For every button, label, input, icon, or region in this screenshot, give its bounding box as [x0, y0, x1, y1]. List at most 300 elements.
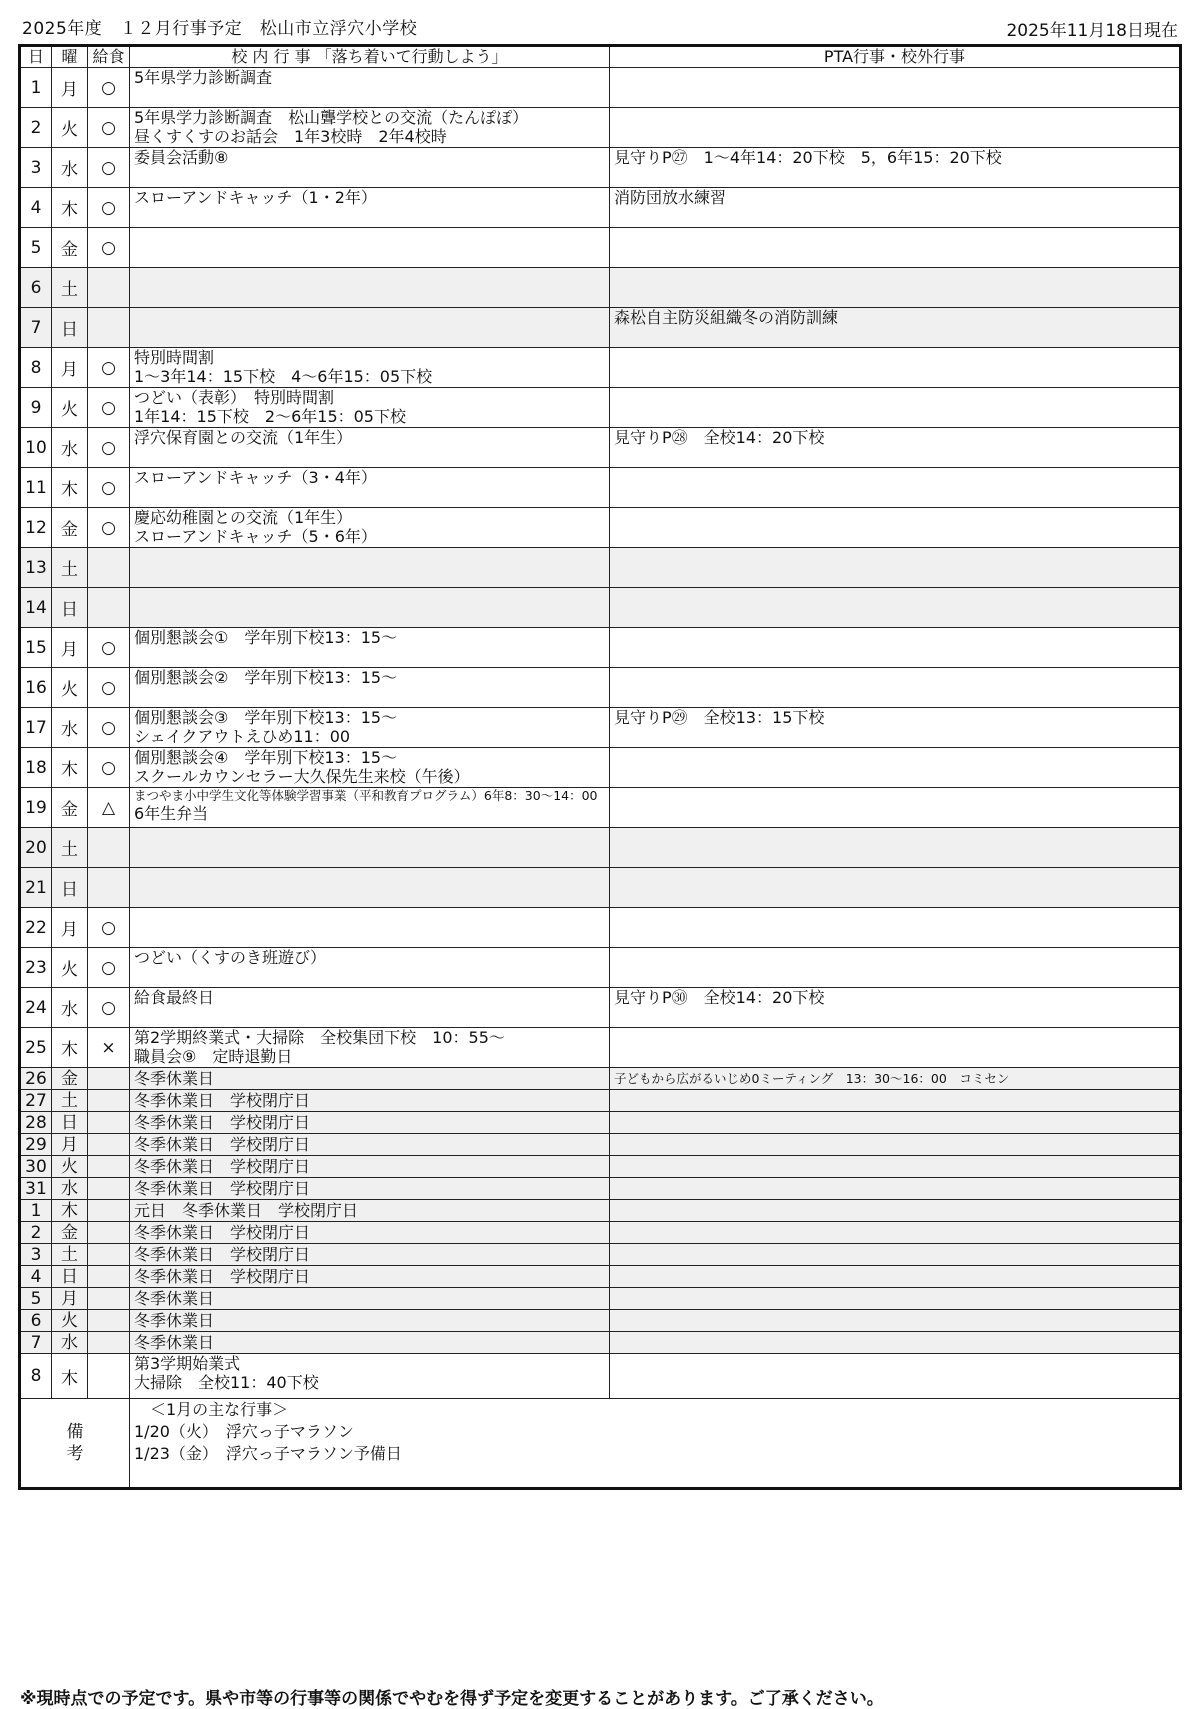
weekday-cell: 土: [52, 1090, 88, 1112]
table-row: [20, 148, 1181, 188]
pta-event-cell: [610, 828, 1181, 868]
weekday-cell: 火: [52, 948, 88, 988]
school-event-line: 慶応幼稚園との交流（1年生）: [134, 508, 353, 527]
lunch-cell: ○: [88, 628, 130, 668]
pta-event-cell: [610, 548, 1181, 588]
day-cell: 2: [20, 1222, 52, 1244]
pta-event-cell: [610, 268, 1181, 308]
lunch-cell: [88, 868, 130, 908]
day-cell: 20: [20, 828, 52, 868]
lunch-cell: ○: [88, 108, 130, 148]
lunch-cell: [88, 1266, 130, 1288]
school-event-line: スクールカウンセラー大久保先生来校（午後）: [134, 767, 470, 786]
lunch-cell: [88, 1332, 130, 1354]
notes-row: [20, 1399, 1181, 1489]
weekday-cell: 水: [52, 428, 88, 468]
weekday-cell: 土: [52, 1244, 88, 1266]
day-cell: 2: [20, 108, 52, 148]
school-event-line: 冬季休業日 学校閉庁日: [134, 1266, 311, 1286]
day-cell: 25: [20, 1028, 52, 1068]
weekday-cell: 土: [52, 548, 88, 588]
footer-disclaimer: ※現時点での予定です。県や市等の行事等の関係でやむを得ず予定を変更することがあります。ご了承ください。: [20, 1689, 884, 1709]
weekday-cell: 金: [52, 1222, 88, 1244]
lunch-cell: ○: [88, 508, 130, 548]
day-cell: 30: [20, 1156, 52, 1178]
day-cell: 23: [20, 948, 52, 988]
lunch-cell: ○: [88, 668, 130, 708]
school-event-line: 個別懇談会③ 学年別下校13：15～: [134, 708, 398, 727]
pta-event-cell: [610, 988, 1181, 1028]
table-row: [20, 868, 1181, 908]
school-event-cell: [130, 668, 610, 708]
pta-event-line: 見守りP㉙ 全校13：15下校: [614, 708, 825, 727]
as-of-date: 2025年11月18日現在: [1006, 21, 1178, 41]
school-event-line: 冬季休業日 学校閉庁日: [134, 1090, 311, 1110]
school-event-cell: [130, 508, 610, 548]
school-event-line: スローアンドキャッチ（3・4年）: [134, 468, 377, 487]
school-event-cell: [130, 348, 610, 388]
day-cell: 28: [20, 1112, 52, 1134]
school-event-cell: [130, 908, 610, 948]
school-event-cell: [130, 1332, 610, 1354]
day-cell: 10: [20, 428, 52, 468]
table-row: [20, 188, 1181, 228]
lunch-cell: [88, 548, 130, 588]
day-cell: 7: [20, 308, 52, 348]
school-event-line: 冬季休業日 学校閉庁日: [134, 1112, 311, 1132]
weekday-cell: 水: [52, 988, 88, 1028]
day-cell: 14: [20, 588, 52, 628]
table-row: [20, 1332, 1181, 1354]
school-event-cell: [130, 1200, 610, 1222]
day-cell: 1: [20, 68, 52, 108]
table-row: [20, 1200, 1181, 1222]
weekday-cell: 月: [52, 68, 88, 108]
school-event-line: 冬季休業日 学校閉庁日: [134, 1222, 311, 1242]
table-row: [20, 1266, 1181, 1288]
school-event-cell: [130, 1090, 610, 1112]
table-row: [20, 788, 1181, 828]
day-cell: 7: [20, 1332, 52, 1354]
school-event-cell: [130, 948, 610, 988]
pta-event-cell: [610, 788, 1181, 828]
school-event-line: 冬季休業日 学校閉庁日: [134, 1244, 311, 1264]
lunch-cell: [88, 1288, 130, 1310]
table-row: [20, 1288, 1181, 1310]
day-cell: 5: [20, 228, 52, 268]
lunch-cell: [88, 1200, 130, 1222]
weekday-cell: 水: [52, 148, 88, 188]
lunch-cell: [88, 828, 130, 868]
notes-label-1: 備: [66, 1422, 84, 1442]
table-row: [20, 708, 1181, 748]
lunch-cell: ○: [88, 148, 130, 188]
pta-event-cell: [610, 1288, 1181, 1310]
lunch-cell: ○: [88, 948, 130, 988]
day-cell: 29: [20, 1134, 52, 1156]
weekday-cell: 木: [52, 468, 88, 508]
day-cell: 5: [20, 1288, 52, 1310]
pta-event-cell: [610, 1028, 1181, 1068]
pta-event-cell: [610, 388, 1181, 428]
document-title: 2025年度 １２月行事予定 松山市立浮穴小学校: [22, 19, 418, 39]
day-cell: 15: [20, 628, 52, 668]
notes-line: ＜1月の主な行事＞: [134, 1400, 289, 1419]
pta-event-cell: [610, 1068, 1181, 1090]
pta-event-cell: [610, 1178, 1181, 1200]
pta-event-cell: [610, 1310, 1181, 1332]
school-event-cell: [130, 1222, 610, 1244]
pta-event-cell: [610, 948, 1181, 988]
pta-event-cell: [610, 148, 1181, 188]
table-row: [20, 828, 1181, 868]
day-cell: 19: [20, 788, 52, 828]
weekday-cell: 土: [52, 828, 88, 868]
notes-body: [130, 1399, 1181, 1489]
pta-event-cell: [610, 428, 1181, 468]
school-event-line: シェイクアウトえひめ11：00: [134, 727, 351, 746]
pta-event-cell: [610, 68, 1181, 108]
lunch-cell: [88, 1156, 130, 1178]
schedule-table: [18, 44, 1182, 1490]
lunch-cell: [88, 588, 130, 628]
pta-event-cell: [610, 108, 1181, 148]
school-event-line: スローアンドキャッチ（5・6年）: [134, 527, 377, 546]
weekday-cell: 月: [52, 348, 88, 388]
weekday-cell: 火: [52, 1310, 88, 1332]
weekday-cell: 木: [52, 1354, 88, 1399]
table-row: [20, 1244, 1181, 1266]
weekday-cell: 日: [52, 1112, 88, 1134]
lunch-cell: ○: [88, 428, 130, 468]
table-row: [20, 548, 1181, 588]
school-event-cell: [130, 1310, 610, 1332]
pta-event-cell: [610, 1112, 1181, 1134]
school-event-cell: [130, 1354, 610, 1399]
school-event-line: 1年14：15下校 2～6年15：05下校: [134, 407, 406, 426]
table-row: [20, 1222, 1181, 1244]
day-cell: 11: [20, 468, 52, 508]
school-event-cell: [130, 68, 610, 108]
pta-event-cell: [610, 748, 1181, 788]
lunch-cell: [88, 1112, 130, 1134]
day-cell: 1: [20, 1200, 52, 1222]
school-event-line: 個別懇談会④ 学年別下校13：15～: [134, 748, 398, 767]
weekday-cell: 火: [52, 1156, 88, 1178]
pta-event-cell: [610, 468, 1181, 508]
table-row: [20, 68, 1181, 108]
day-cell: 12: [20, 508, 52, 548]
school-event-cell: [130, 788, 610, 828]
lunch-cell: △: [88, 788, 130, 828]
lunch-cell: ○: [88, 388, 130, 428]
pta-event-cell: [610, 228, 1181, 268]
school-event-cell: [130, 468, 610, 508]
school-event-cell: [130, 308, 610, 348]
day-cell: 3: [20, 1244, 52, 1266]
school-event-cell: [130, 268, 610, 308]
school-event-line: 冬季休業日 学校閉庁日: [134, 1134, 311, 1154]
day-cell: 31: [20, 1178, 52, 1200]
table-row: [20, 1156, 1181, 1178]
pta-event-cell: [610, 1200, 1181, 1222]
school-event-cell: [130, 1134, 610, 1156]
table-row: [20, 108, 1181, 148]
notes-label-2: 考: [66, 1444, 84, 1464]
lunch-cell: ○: [88, 708, 130, 748]
lunch-cell: ○: [88, 188, 130, 228]
weekday-cell: 金: [52, 228, 88, 268]
day-cell: 18: [20, 748, 52, 788]
day-cell: 6: [20, 1310, 52, 1332]
pta-event-cell: [610, 1244, 1181, 1266]
day-cell: 16: [20, 668, 52, 708]
pta-event-cell: [610, 1354, 1181, 1399]
table-row: [20, 748, 1181, 788]
school-event-line: つどい（くすのき班遊び）: [134, 948, 327, 967]
school-event-cell: [130, 1178, 610, 1200]
lunch-cell: ○: [88, 908, 130, 948]
lunch-cell: ○: [88, 468, 130, 508]
pta-event-cell: [610, 1134, 1181, 1156]
pta-event-cell: [610, 308, 1181, 348]
school-event-cell: [130, 588, 610, 628]
lunch-cell: [88, 1090, 130, 1112]
school-event-cell: [130, 548, 610, 588]
table-row: [20, 388, 1181, 428]
table-row: [20, 348, 1181, 388]
weekday-cell: 月: [52, 908, 88, 948]
school-event-line: 第3学期始業式: [134, 1354, 241, 1373]
lunch-cell: ○: [88, 748, 130, 788]
col-lunch: 給食: [88, 46, 130, 68]
school-event-line: 第2学期終業式・大掃除 全校集団下校 10：55～: [134, 1028, 505, 1047]
notes-line: 1/20（火） 浮穴っ子マラソン: [134, 1422, 354, 1441]
lunch-cell: ○: [88, 68, 130, 108]
school-event-line: 職員会⑨ 定時退勤日: [134, 1047, 293, 1066]
school-event-cell: [130, 988, 610, 1028]
pta-event-cell: [610, 868, 1181, 908]
pta-event-line: 消防団放水練習: [614, 188, 727, 207]
weekday-cell: 木: [52, 1028, 88, 1068]
pta-event-line: 見守りP㉚ 全校14：20下校: [614, 988, 825, 1007]
table-row: [20, 1354, 1181, 1399]
weekday-cell: 金: [52, 1068, 88, 1090]
weekday-cell: 火: [52, 388, 88, 428]
school-event-line: つどい（表彰） 特別時間割: [134, 388, 335, 407]
school-event-line: 委員会活動⑧: [134, 148, 229, 167]
pta-event-cell: [610, 1090, 1181, 1112]
day-cell: 3: [20, 148, 52, 188]
school-event-cell: [130, 1028, 610, 1068]
table-row: [20, 1134, 1181, 1156]
school-event-cell: [130, 748, 610, 788]
school-event-line: 5年県学力診断調査 松山聾学校との交流（たんぽぽ）: [134, 108, 529, 127]
school-event-cell: [130, 1266, 610, 1288]
weekday-cell: 火: [52, 668, 88, 708]
weekday-cell: 月: [52, 1134, 88, 1156]
school-event-cell: [130, 828, 610, 868]
school-event-cell: [130, 228, 610, 268]
day-cell: 4: [20, 188, 52, 228]
table-row: [20, 1028, 1181, 1068]
school-event-line: まつやま小中学生文化等体験学習事業（平和教育プログラム）6年8：30～14：00: [134, 788, 598, 803]
weekday-cell: 水: [52, 1332, 88, 1354]
schedule-body: [20, 68, 1181, 1399]
table-row: [20, 1310, 1181, 1332]
pta-event-cell: [610, 348, 1181, 388]
table-row: [20, 1112, 1181, 1134]
pta-event-cell: [610, 628, 1181, 668]
weekday-cell: 月: [52, 1288, 88, 1310]
pta-event-cell: [610, 1332, 1181, 1354]
col-day: 日: [20, 46, 52, 68]
lunch-cell: [88, 1068, 130, 1090]
weekday-cell: 水: [52, 1178, 88, 1200]
school-event-line: 1～3年14：15下校 4～6年15：05下校: [134, 367, 433, 386]
pta-event-line: 見守りP㉘ 全校14：20下校: [614, 428, 825, 447]
lunch-cell: ○: [88, 348, 130, 388]
table-row: [20, 1068, 1181, 1090]
col-pta-events: PTA行事・校外行事: [610, 46, 1181, 68]
school-event-line: 昼くすくすのお話会 1年3校時 2年4校時: [134, 127, 447, 146]
pta-event-cell: [610, 1222, 1181, 1244]
pta-event-line: 森松自主防災組織冬の消防訓練: [614, 308, 839, 327]
lunch-cell: [88, 268, 130, 308]
day-cell: 6: [20, 268, 52, 308]
school-event-line: 冬季休業日: [134, 1068, 215, 1088]
day-cell: 27: [20, 1090, 52, 1112]
school-event-line: 大掃除 全校11：40下校: [134, 1373, 319, 1392]
school-event-line: 冬季休業日 学校閉庁日: [134, 1178, 311, 1198]
day-cell: 9: [20, 388, 52, 428]
pta-event-cell: [610, 188, 1181, 228]
school-event-cell: [130, 868, 610, 908]
school-event-line: 5年県学力診断調査: [134, 68, 273, 87]
table-row: [20, 668, 1181, 708]
table-row: [20, 468, 1181, 508]
lunch-cell: [88, 308, 130, 348]
school-event-cell: [130, 428, 610, 468]
weekday-cell: 土: [52, 268, 88, 308]
school-event-line: 6年生弁当: [134, 804, 209, 823]
table-row: [20, 428, 1181, 468]
lunch-cell: ○: [88, 988, 130, 1028]
lunch-cell: [88, 1134, 130, 1156]
lunch-cell: [88, 1222, 130, 1244]
notes-line: 1/23（金） 浮穴っ子マラソン予備日: [134, 1444, 402, 1463]
school-event-line: スローアンドキャッチ（1・2年）: [134, 188, 377, 207]
day-cell: 22: [20, 908, 52, 948]
day-cell: 26: [20, 1068, 52, 1090]
lunch-cell: [88, 1354, 130, 1399]
table-row: [20, 1178, 1181, 1200]
day-cell: 13: [20, 548, 52, 588]
school-event-line: 個別懇談会② 学年別下校13：15～: [134, 668, 398, 687]
school-event-line: 冬季休業日: [134, 1332, 215, 1352]
table-row: [20, 588, 1181, 628]
weekday-cell: 木: [52, 1200, 88, 1222]
header-row: [20, 46, 1181, 68]
weekday-cell: 日: [52, 588, 88, 628]
school-event-cell: [130, 1288, 610, 1310]
school-event-cell: [130, 628, 610, 668]
school-event-cell: [130, 108, 610, 148]
pta-event-cell: [610, 1156, 1181, 1178]
school-event-line: 冬季休業日 学校閉庁日: [134, 1156, 311, 1176]
school-event-line: 浮穴保育園との交流（1年生）: [134, 428, 353, 447]
table-row: [20, 228, 1181, 268]
notes-label: [20, 1399, 130, 1489]
weekday-cell: 木: [52, 748, 88, 788]
weekday-cell: 日: [52, 1266, 88, 1288]
weekday-cell: 水: [52, 708, 88, 748]
school-event-cell: [130, 708, 610, 748]
school-event-cell: [130, 1112, 610, 1134]
school-event-cell: [130, 388, 610, 428]
pta-event-line: 見守りP㉗ 1～4年14：20下校 5，6年15：20下校: [614, 148, 1002, 167]
lunch-cell: [88, 1178, 130, 1200]
table-row: [20, 948, 1181, 988]
weekday-cell: 金: [52, 788, 88, 828]
table-row: [20, 988, 1181, 1028]
school-event-line: 冬季休業日: [134, 1310, 215, 1330]
school-event-cell: [130, 148, 610, 188]
school-event-cell: [130, 188, 610, 228]
school-event-line: 冬季休業日: [134, 1288, 215, 1308]
table-row: [20, 908, 1181, 948]
weekday-cell: 日: [52, 868, 88, 908]
pta-event-cell: [610, 1266, 1181, 1288]
pta-event-cell: [610, 588, 1181, 628]
school-event-cell: [130, 1068, 610, 1090]
lunch-cell: ×: [88, 1028, 130, 1068]
day-cell: 8: [20, 348, 52, 388]
table-row: [20, 268, 1181, 308]
day-cell: 17: [20, 708, 52, 748]
lunch-cell: [88, 1244, 130, 1266]
school-event-cell: [130, 1244, 610, 1266]
day-cell: 4: [20, 1266, 52, 1288]
col-school-events: 校 内 行 事 「落ち着いて行動しよう」: [130, 46, 610, 68]
table-row: [20, 308, 1181, 348]
lunch-cell: [88, 1310, 130, 1332]
school-event-line: 給食最終日: [134, 988, 215, 1007]
school-event-cell: [130, 1156, 610, 1178]
weekday-cell: 木: [52, 188, 88, 228]
table-row: [20, 508, 1181, 548]
day-cell: 24: [20, 988, 52, 1028]
school-event-line: 個別懇談会① 学年別下校13：15～: [134, 628, 398, 647]
weekday-cell: 金: [52, 508, 88, 548]
day-cell: 8: [20, 1354, 52, 1399]
pta-event-line: 子どもから広がるいじめ0ミーティング 13：30～16：00 コミセン: [614, 1070, 1010, 1086]
school-event-line: 元日 冬季休業日 学校閉庁日: [134, 1200, 359, 1220]
table-row: [20, 628, 1181, 668]
lunch-cell: ○: [88, 228, 130, 268]
weekday-cell: 日: [52, 308, 88, 348]
pta-event-cell: [610, 708, 1181, 748]
pta-event-cell: [610, 508, 1181, 548]
day-cell: 21: [20, 868, 52, 908]
col-dow: 曜: [52, 46, 88, 68]
weekday-cell: 月: [52, 628, 88, 668]
pta-event-cell: [610, 668, 1181, 708]
weekday-cell: 火: [52, 108, 88, 148]
pta-event-cell: [610, 908, 1181, 948]
school-event-line: 特別時間割: [134, 348, 215, 367]
table-row: [20, 1090, 1181, 1112]
